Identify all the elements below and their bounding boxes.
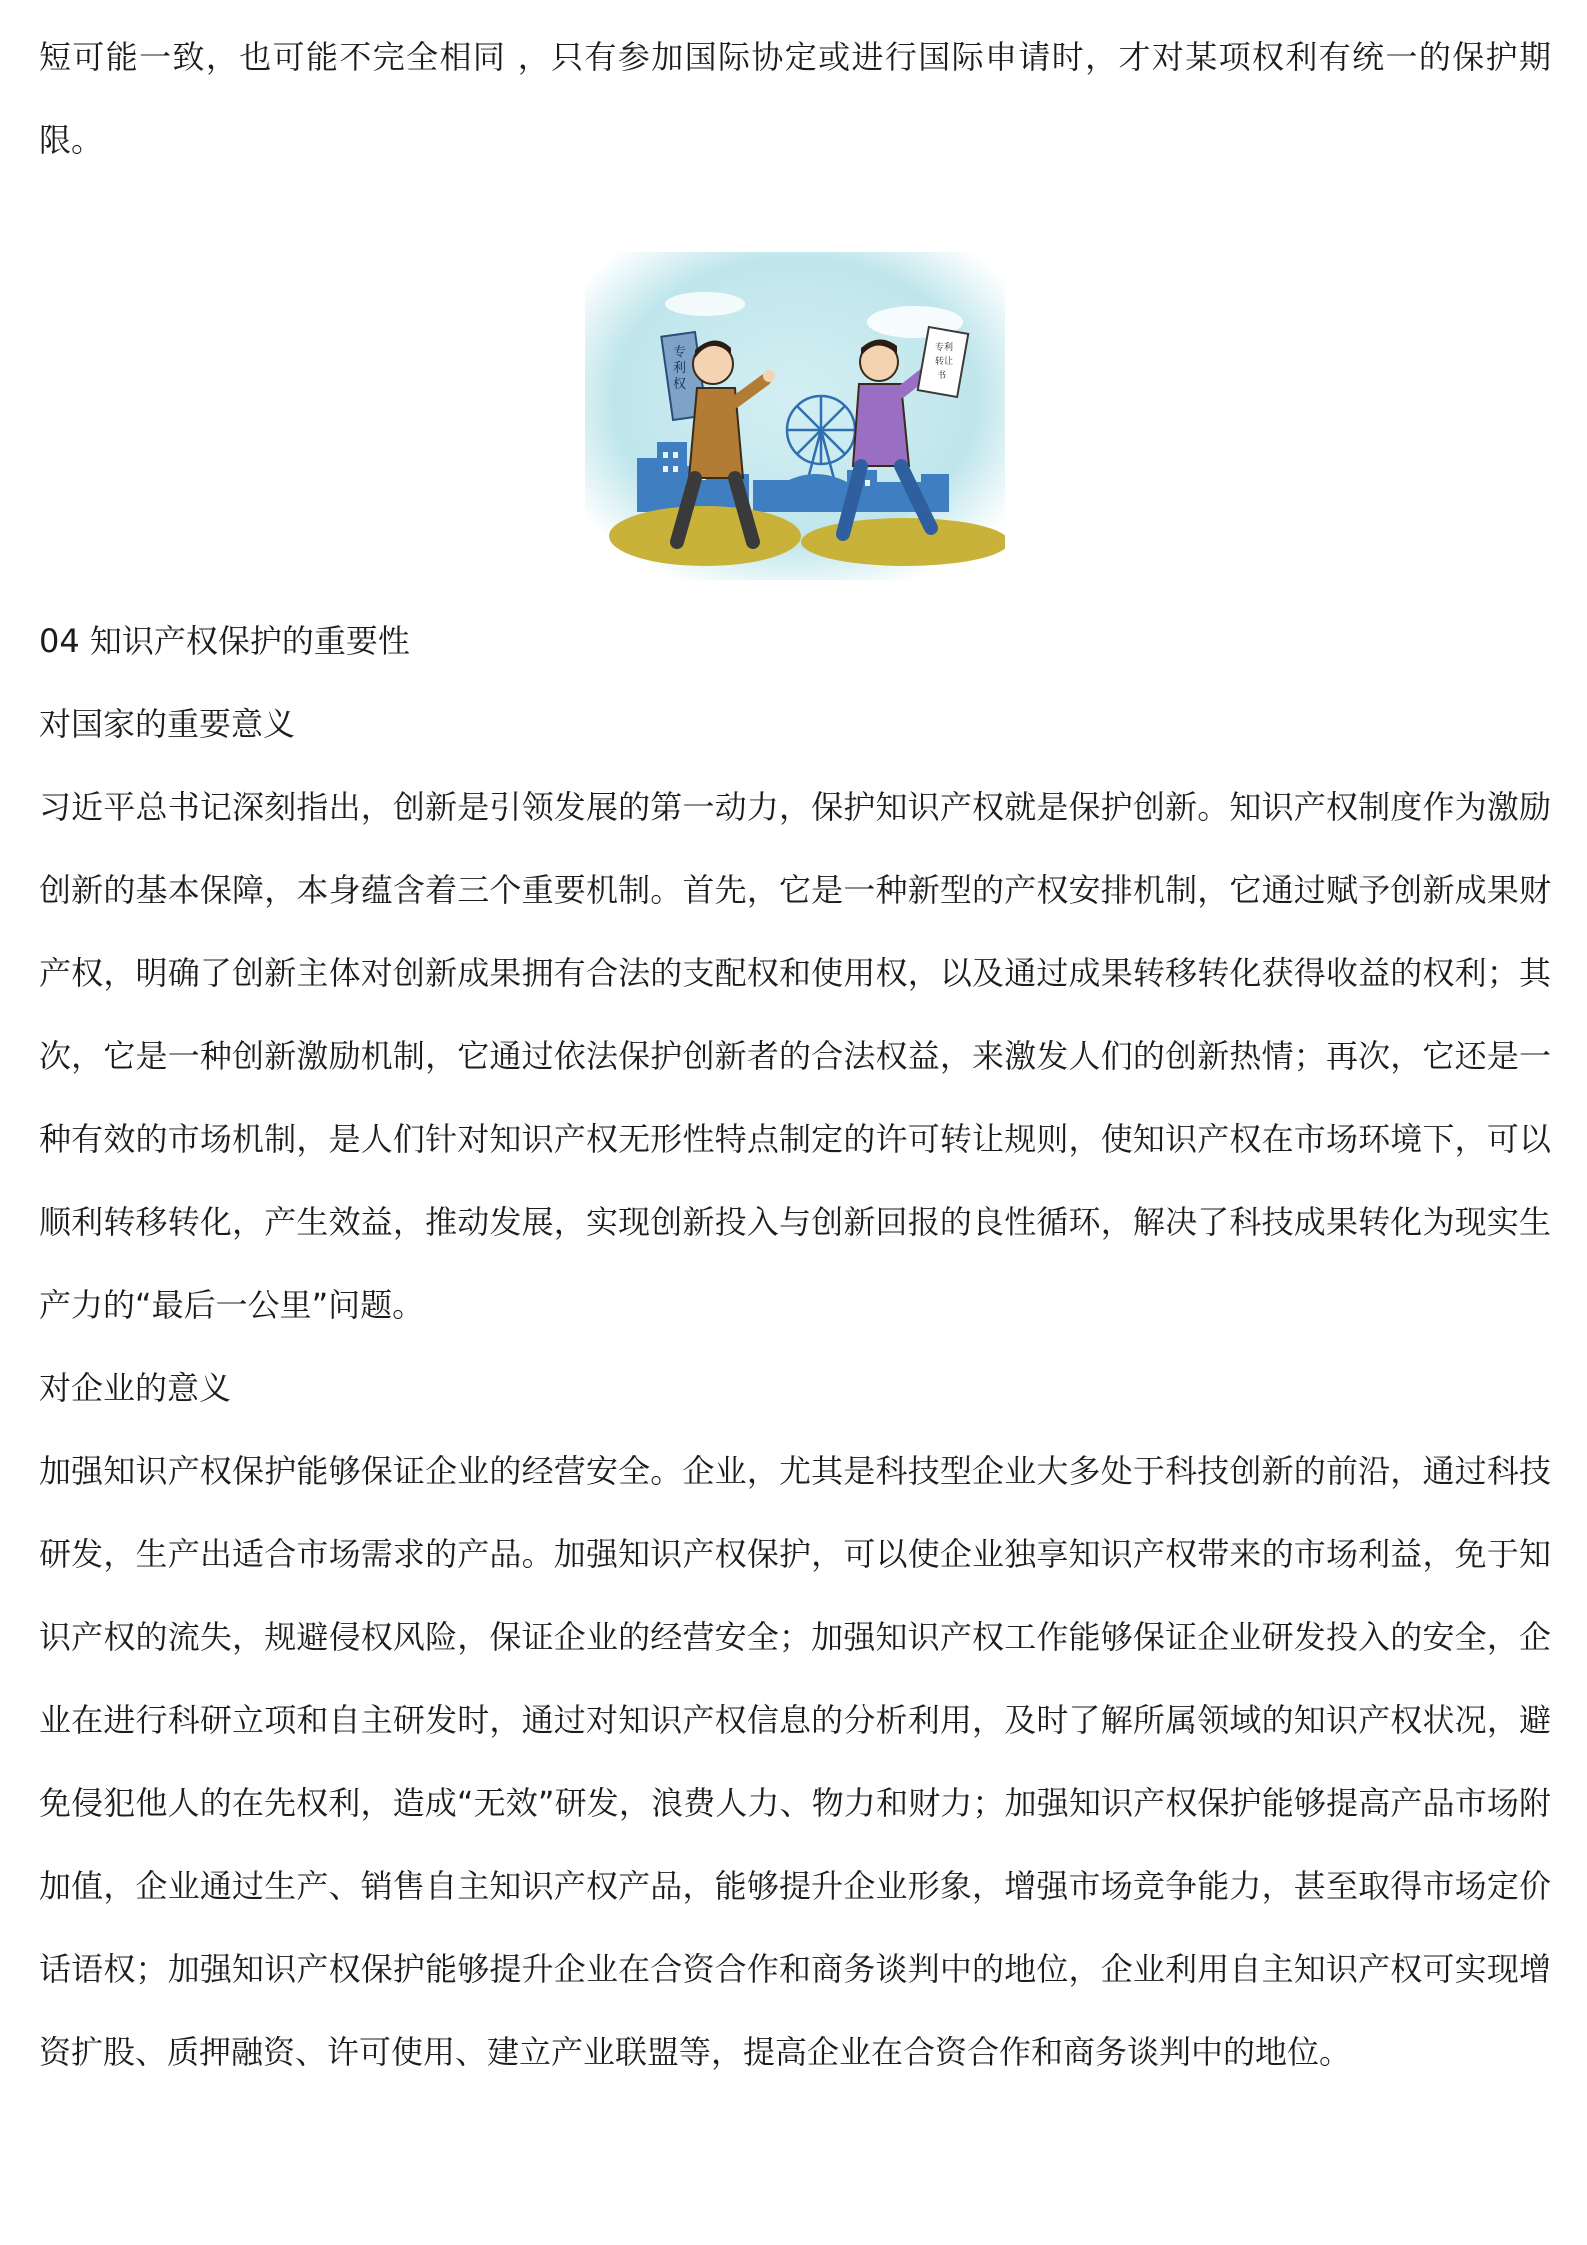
enterprise-paragraph: 加强知识产权保护能够保证企业的经营安全。企业，尤其是科技型企业大多处于科技创新的前沿，通过科技研发，生产出适合市场需求的产品。加强知识产权保护，可以使企业独享知识产权带来的市场利益，免于知识产权的流失，规避侵权风险，保证企业的经营安全；加强知识产权工作能够保证企业研发投入的安全，企业在进行科研立项和自主研发时，通过对知识产权信息的分析利用，及时了解所属领域的知识产权状况，避免侵犯他人的在先权利，造成“无效”研发，浪费人力、物力和财力；加强知识产权保护能够提高产品市场附加值，企业通过生产、销售自主知识产权产品，能够提升企业形象，增强市场竞争能力，甚至取得市场定价话语权；加强知识产权保护能够提升企业在合资合作和商务谈判中的地位，企业利用自主知识产权可实现增资扩股、质押融资、许可使用、建立产业联盟等，提高企业在合资合作和商务谈判中的地位。 [39,1452,1551,2071]
right-doc-text-3: 书 [937,371,947,381]
section-heading: 04 知识产权保护的重要性 [39,622,410,660]
right-doc-text-2: 转让 [935,357,954,367]
intro-paragraph: 短可能一致，也可能不完全相同 ，只有参加国际协定或进行国际申请时，才对某项权利有统一的保护期限。 [39,38,1551,159]
left-doc-char-2: 利 [673,361,687,376]
enterprise-heading: 对企业的意义 [39,1369,232,1407]
ip-illustration [585,252,1005,580]
ground-left [609,506,801,566]
left-doc-char-1: 专 [673,345,687,360]
national-paragraph: 习近平总书记深刻指出，创新是引领发展的第一动力，保护知识产权就是保护创新。知识产权制度作为激励创新的基本保障，本身蕴含着三个重要机制。首先，它是一种新型的产权安排机制，它通过赋予创新成果财产权，明确了创新主体对创新成果拥有合法的支配权和使用权，以及通过成果转移转化获得收益的权利；其次，它是一种创新激励机制，它通过依法保护创新者的合法权益，来激发人们的创新热情；再次，它还是一种有效的市场机制，是人们针对知识产权无形性特点制定的许可转让规则，使知识产权在市场环境下，可以顺利转移转化，产生效益，推动发展，实现创新投入与创新回报的良性循环，解决了科技成果转化为现实生产力的“最后一公里”问题。 [39,788,1551,1324]
national-heading: 对国家的重要意义 [39,705,296,743]
right-doc-text-1: 专利 [935,343,954,353]
ground-right [801,518,1005,566]
article-content [39,16,1551,2094]
cartoon-image [585,252,1005,580]
left-doc-char-3: 权 [673,377,687,392]
